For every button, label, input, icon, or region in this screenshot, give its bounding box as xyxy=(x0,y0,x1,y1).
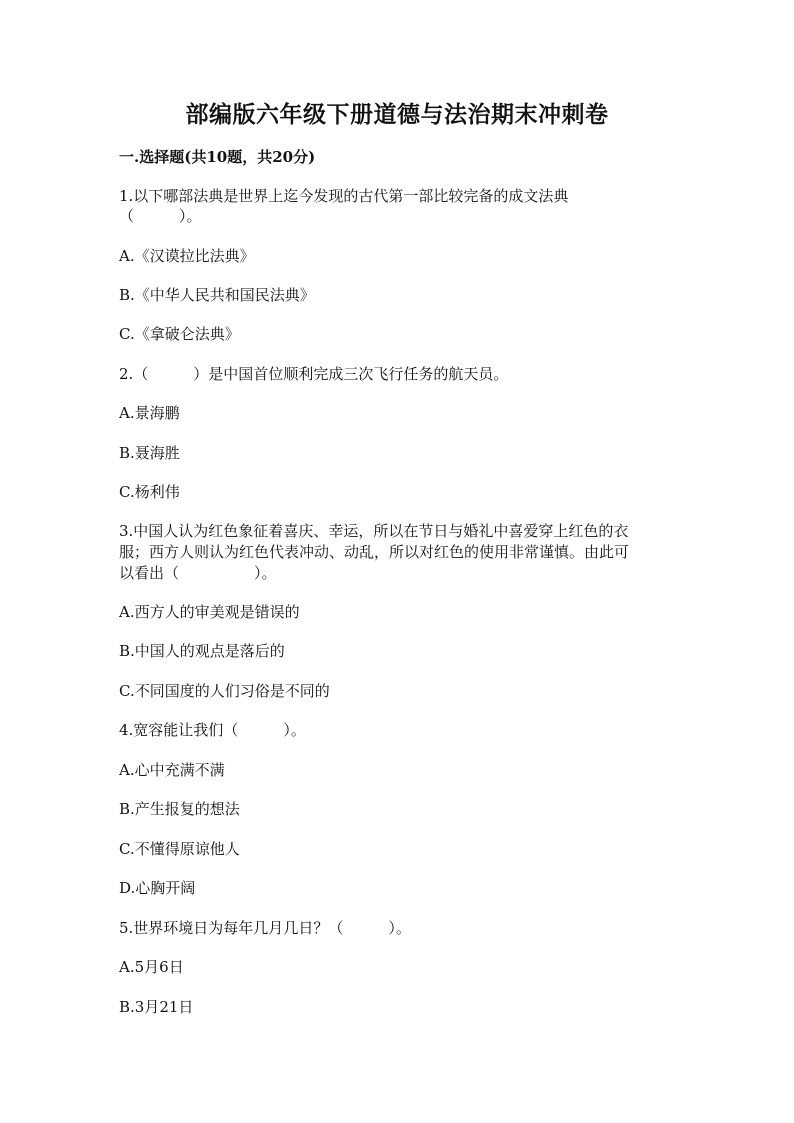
question-1-option-a: A.《汉谟拉比法典》 xyxy=(119,247,255,265)
question-5-stem: 5.世界环境日为每年几月几日？（ ）。 xyxy=(119,919,411,937)
question-5-option-a: A.5月6日 xyxy=(119,958,184,976)
question-1-stem-line-1: 1.以下哪部法典是世界上迄今发现的古代第一部比较完备的成文法典 xyxy=(119,187,569,205)
question-3-stem-line-3: 以看出（ ）。 xyxy=(119,564,277,582)
question-4-stem: 4.宽容能让我们（ ）。 xyxy=(119,721,306,739)
question-2-stem: 2.（ ）是中国首位顺利完成三次飞行任务的航天员。 xyxy=(119,365,509,383)
question-2-option-c: C.杨利伟 xyxy=(119,483,180,501)
section-heading: 一.选择题(共10题，共20分) xyxy=(119,148,316,166)
question-2-option-a: A.景海鹏 xyxy=(119,404,180,422)
question-2-option-b: B.聂海胜 xyxy=(119,444,180,462)
question-5-option-b: B.3月21日 xyxy=(119,998,194,1016)
question-1-option-c: C.《拿破仑法典》 xyxy=(119,325,240,343)
question-4-option-d: D.心胸开阔 xyxy=(119,879,196,897)
question-4-option-b: B.产生报复的想法 xyxy=(119,800,240,818)
question-3-stem-line-2: 服；西方人则认为红色代表冲动、动乱，所以对红色的使用非常谨慎。由此可 xyxy=(119,543,630,561)
question-4-option-c: C.不懂得原谅他人 xyxy=(119,840,240,858)
question-3-option-c: C.不同国度的人们习俗是不同的 xyxy=(119,682,330,700)
question-1-option-b: B.《中华人民共和国民法典》 xyxy=(119,286,315,304)
question-3-option-b: B.中国人的观点是落后的 xyxy=(119,642,285,660)
question-3-option-a: A.西方人的审美观是错误的 xyxy=(119,603,300,621)
question-3-stem-line-1: 3.中国人认为红色象征着喜庆、幸运，所以在节日与婚礼中喜爱穿上红色的衣 xyxy=(119,522,629,540)
question-1-stem-line-2: （ ）。 xyxy=(119,207,202,225)
exam-title: 部编版六年级下册道德与法治期末冲刺卷 xyxy=(185,101,609,128)
question-4-option-a: A.心中充满不满 xyxy=(119,761,225,779)
